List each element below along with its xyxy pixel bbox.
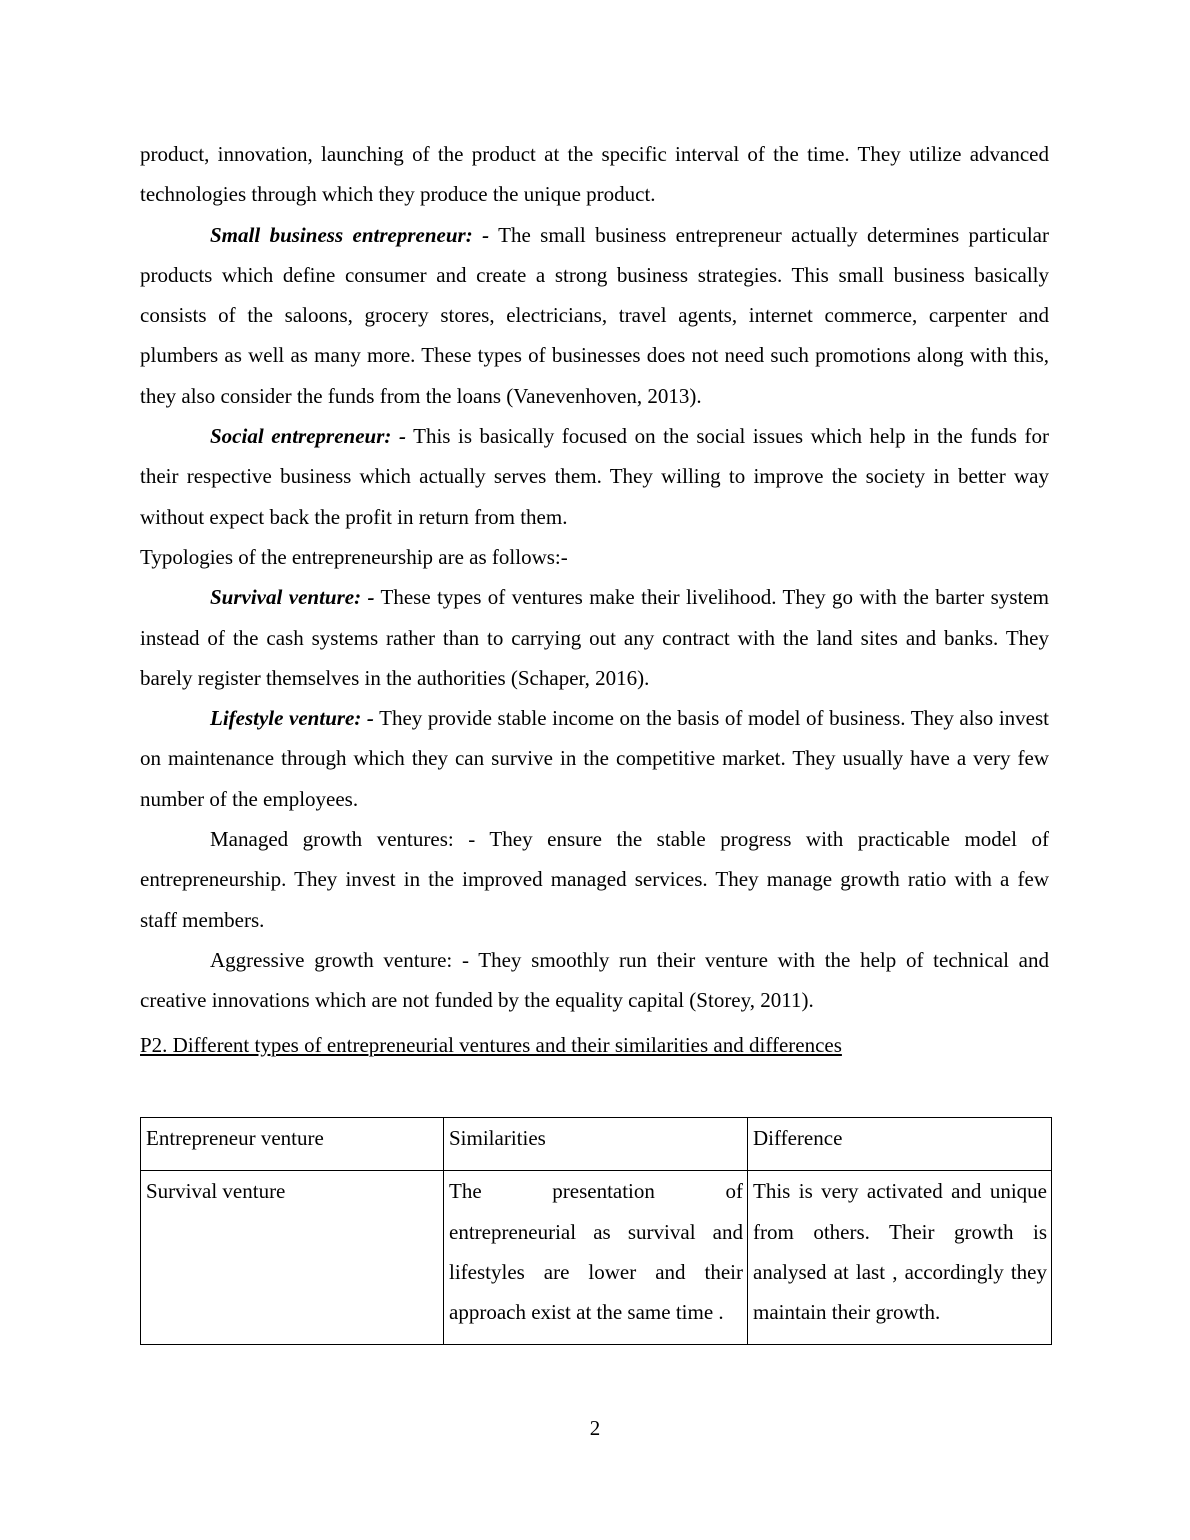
paragraph-lifestyle <box>140 698 1049 819</box>
text-social: This is basically focused on the social issues which help in the funds for their respective business which actually serves them. They willing to improve the society in better way without expect back the profit in return from them. <box>140 424 1049 529</box>
text-survival: These types of ventures make their livelihood. They go with the barter system instead of the cash systems rather than to carrying out any contract with the land sites and banks. They barely register themselves in the authorities (Schaper, 2016). <box>140 585 1049 690</box>
paragraph-managed-growth: Managed growth ventures: - They ensure the stable progress with practicable model of entrepreneurship. They invest in the improved managed services. They manage growth ratio with a few staff members. <box>140 827 1049 932</box>
table-header-row <box>141 1118 1052 1171</box>
document-body <box>140 134 1049 1059</box>
text-lifestyle: They provide stable income on the basis of model of business. They also invest on maintenance through which they can survive in the competitive market. They usually have a very few number of the employees. <box>140 706 1049 811</box>
paragraph-small-business <box>140 215 1049 416</box>
table-cell: The presentation of entrepreneurial as survival and lifestyles are lower and their approach exist at the same time . <box>444 1171 748 1345</box>
table-cell: This is very activated and unique from others. Their growth is analysed at last , accordingly they maintain their growth. <box>748 1171 1052 1345</box>
section-heading: P2. Different types of entrepreneurial ventures and their similarities and differences <box>140 1032 842 1057</box>
label-small-business: Small business entrepreneur: - <box>210 222 490 247</box>
page-number: 2 <box>589 1416 601 1440</box>
table-row <box>141 1171 1052 1345</box>
paragraph-survival <box>140 577 1049 698</box>
label-social: Social entrepreneur: - <box>210 424 406 449</box>
label-survival: Survival venture: - <box>210 585 375 610</box>
paragraph-social <box>140 416 1049 537</box>
table-cell: Survival venture <box>141 1171 444 1345</box>
paragraph-intro: product, innovation, launching of the product at the specific interval of the time. They utilize advanced technologies through which they produce the unique product. <box>140 142 1049 207</box>
table-header-cell: Similarities <box>444 1118 748 1171</box>
paragraph-aggressive-growth: Aggressive growth venture: - They smoothly run their venture with the help of technical and creative innovations which are not funded by the equality capital (Storey, 2011). <box>140 947 1049 1013</box>
paragraph-typologies: Typologies of the entrepreneurship are as follows:- <box>140 544 568 569</box>
text-small-business: The small business entrepreneur actually determines particular products which define consumer and create a strong business strategies. This small business basically consists of the saloons, grocery stores, electricians, travel agents, internet commerce, carpenter and plumbers as well as many more. These types of businesses does not need such promotions along with this, they also consider the funds from the loans (Vanevenhoven, 2013). <box>140 222 1050 408</box>
table-header-cell: Entrepreneur venture <box>141 1118 444 1171</box>
table-header-cell: Difference <box>748 1118 1052 1171</box>
ventures-table <box>140 1117 1052 1345</box>
label-lifestyle: Lifestyle venture: - <box>210 706 374 731</box>
